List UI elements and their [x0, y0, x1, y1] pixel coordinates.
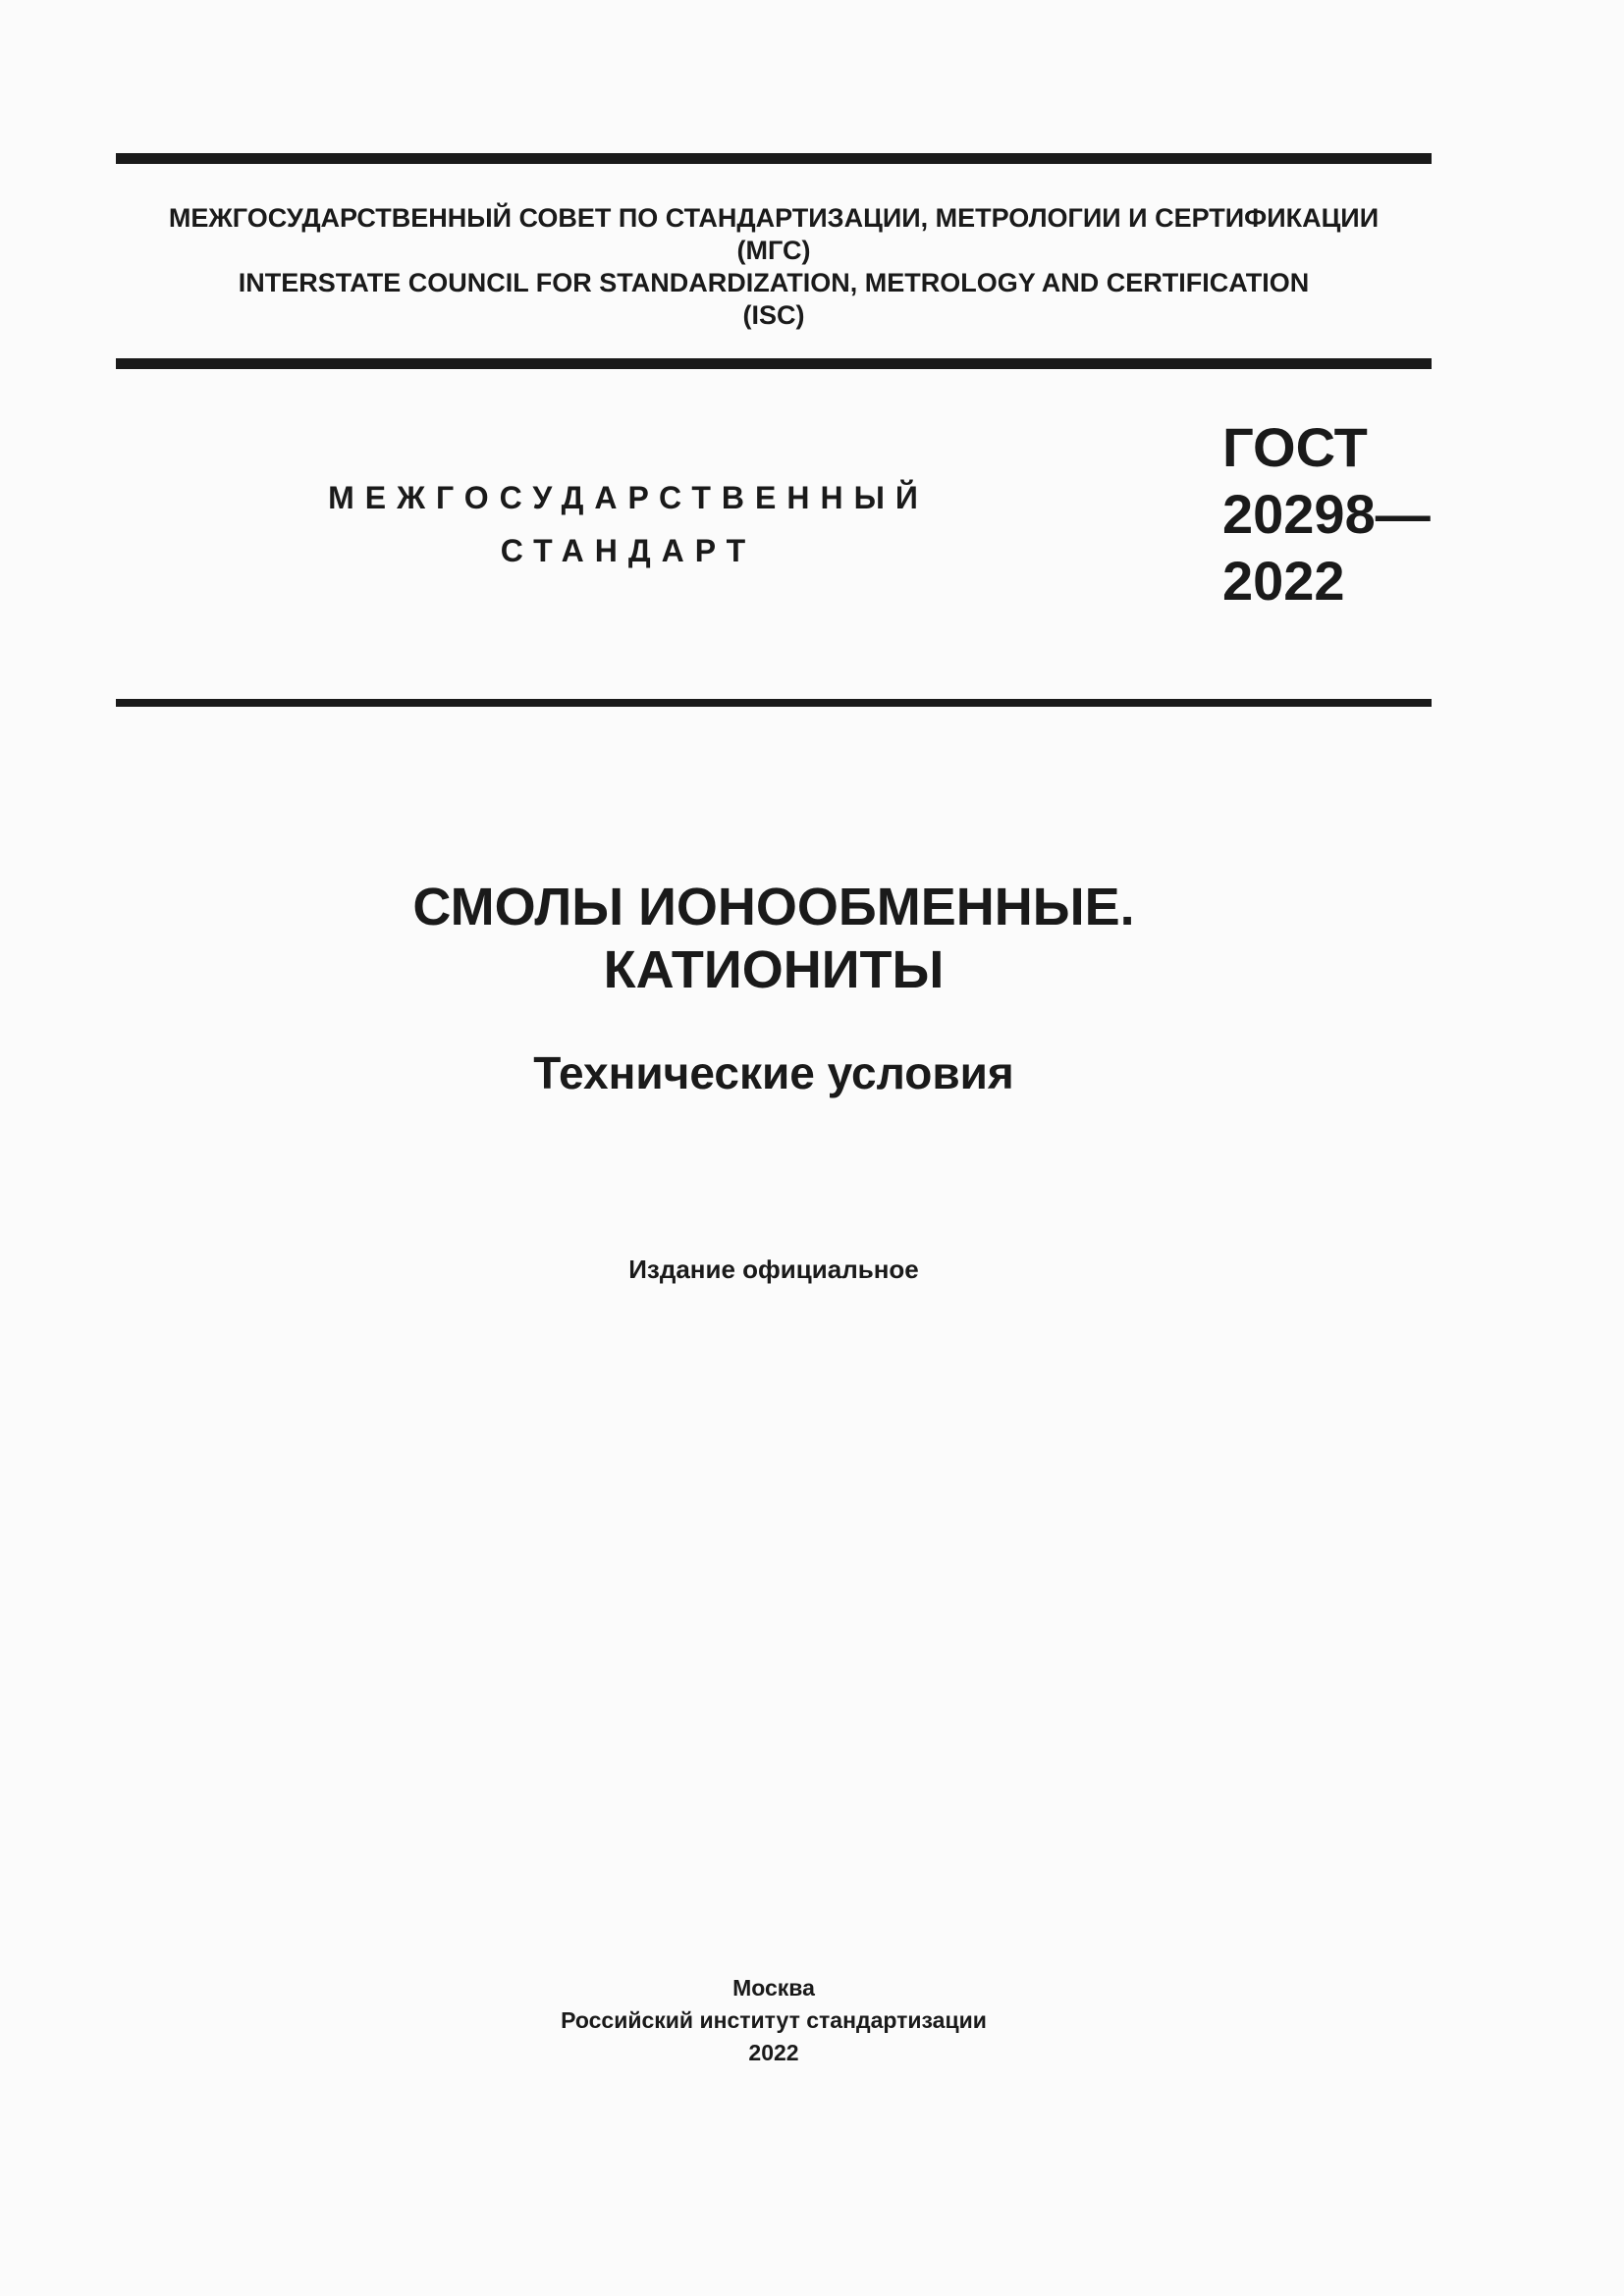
document-subtitle: Технические условия	[533, 1047, 1014, 1098]
header-bottom-rule	[116, 358, 1432, 369]
gost-number: 20298—	[1222, 483, 1431, 545]
imprint	[116, 1972, 1432, 2069]
standard-kind	[295, 471, 962, 577]
imprint-year: 2022	[748, 2040, 799, 2065]
council-abbr-ru: (МГС)	[736, 236, 811, 265]
gost-year: 2022	[1222, 550, 1345, 612]
standard-kind-line1: МЕЖГОСУДАРСТВЕННЫЙ	[328, 480, 929, 515]
standard-kind-line2: СТАНДАРТ	[500, 533, 757, 568]
edition-label: Издание официальное	[628, 1255, 919, 1284]
gost-designation	[1222, 414, 1431, 614]
imprint-city: Москва	[732, 1975, 815, 2001]
document-title	[116, 876, 1432, 1001]
title-line2: КАТИОНИТЫ	[603, 940, 945, 999]
designation-bottom-rule	[116, 699, 1432, 707]
top-rule	[116, 153, 1432, 164]
council-header	[116, 202, 1432, 332]
title-line1: СМОЛЫ ИОНООБМЕННЫЕ.	[412, 878, 1135, 936]
council-name-en: INTERSTATE COUNCIL FOR STANDARDIZATION, METROLOGY AND CERTIFICATION	[238, 268, 1310, 297]
gost-code: ГОСТ	[1222, 416, 1368, 478]
imprint-publisher: Российский институт стандартизации	[561, 2007, 987, 2033]
council-abbr-en: (ISC)	[742, 300, 805, 330]
council-name-ru: МЕЖГОСУДАРСТВЕННЫЙ СОВЕТ ПО СТАНДАРТИЗАЦИИ, МЕТРОЛОГИИ И СЕРТИФИКАЦИИ	[168, 203, 1380, 233]
